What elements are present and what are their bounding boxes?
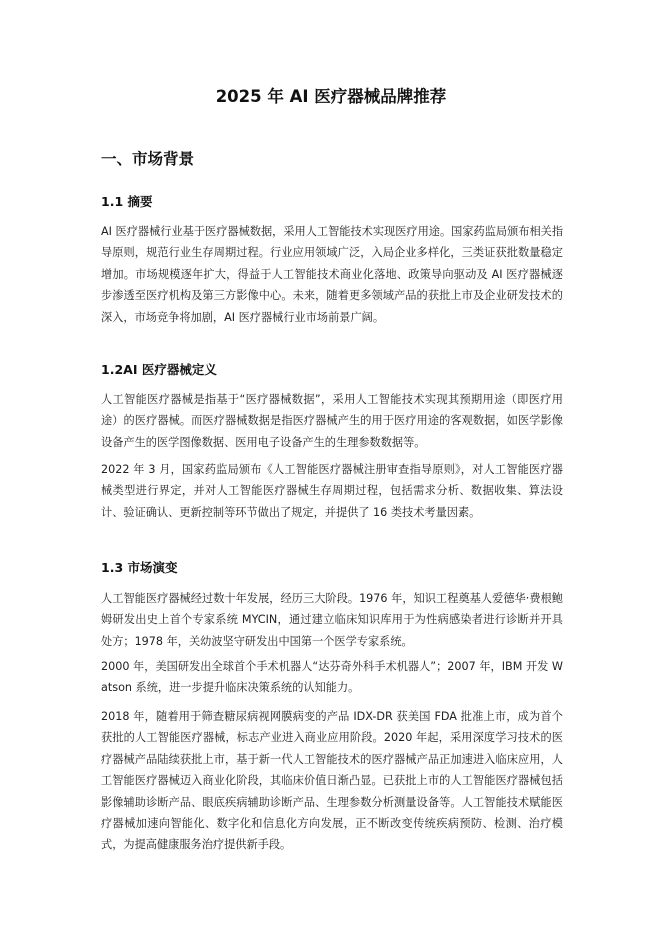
summary-paragraph: AI 医疗器械行业基于医疗器械数据，采用人工智能技术实现医疗用途。国家药监局颁布相关指导原则，规范行业生存周期过程。行业应用领域广泛，入局企业多样化，三类证获批数量稳定增加。市场规模逐年扩大，得益于人工智能技术商业化落地、政策导向驱动及 AI 医疗器械逐步渗透至医疗机构及第三方影像中心。未来，随着更多领域产品的获批上市及企业研发技术的深入，市场竞争将加剧，AI 医疗器械行业市场前景广阔。 — [101, 225, 564, 324]
evolution-paragraph-2: 2000 年，美国研发出全球首个手术机器人“达芬奇外科手术机器人”；2007 年，IBM 开发 Watson 系统，进一步提升临床决策系统的认知能力。 — [101, 660, 563, 695]
subsection-heading-definition: 1.2AI 医疗器械定义 — [101, 362, 217, 377]
document-title: 2025 年 AI 医疗器械品牌推荐 — [215, 87, 447, 106]
definition-paragraph-2: 2022 年 3 月，国家药监局颁布《人工智能医疗器械注册审查指导原则》，对人工智能医疗器械类型进行界定，并对人工智能医疗器械生存周期过程，包括需求分析、数据收集、算法设计、验证确认、更新控制等环节做出了规定，并提供了 16 类技术考量因素。 — [101, 463, 563, 519]
evolution-paragraph-3: 2018 年，随着用于筛查糖尿病视网膜病变的产品 IDX-DR 获美国 FDA 批准上市，成为首个获批的人工智能医疗器械，标志产业进入商业应用阶段。2020 年起，采用深度学习技术的医疗器械产品陆续获批上市，基于新一代人工智能技术的医疗器械产品正加速进入临床应用，人工智能医疗器械迈入商业化阶段，其临床价值日渐凸显。已获批上市的人工智能医疗器械包括影像辅助诊断产品、眼底疾病辅助诊断产品、生理参数分析测量设备等。人工智能技术赋能医疗器械加速向智能化、数字化和信息化方向发展，正不断改变传统疾病预防、检测、治疗模式，为提高健康服务治疗提供新手段。 — [101, 710, 563, 852]
definition-paragraph-1: 人工智能医疗器械是指基于“医疗器械数据”，采用人工智能技术实现其预期用途（即医疗用途）的医疗器械。而医疗器械数据是指医疗器械产生的用于医疗用途的客观数据，如医学影像设备产生的医学图像数据、医用电子设备产生的生理参数数据等。 — [101, 393, 563, 449]
evolution-paragraph-1: 人工智能医疗器械经过数十年发展，经历三大阶段。1976 年，知识工程奠基人爱德华·费根鲍姆研发出史上首个专家系统 MYCIN，通过建立临床知识库用于为性病感染者进行诊断并开具处方；1978 年，关幼波坚守研发出中国第一个医学专家系统。 — [101, 592, 563, 648]
subsection-heading-summary: 1.1 摘要 — [101, 194, 153, 209]
subsection-heading-market-evolution: 1.3 市场演变 — [101, 560, 178, 575]
section-heading-market-background: 一、市场背景 — [101, 150, 195, 168]
